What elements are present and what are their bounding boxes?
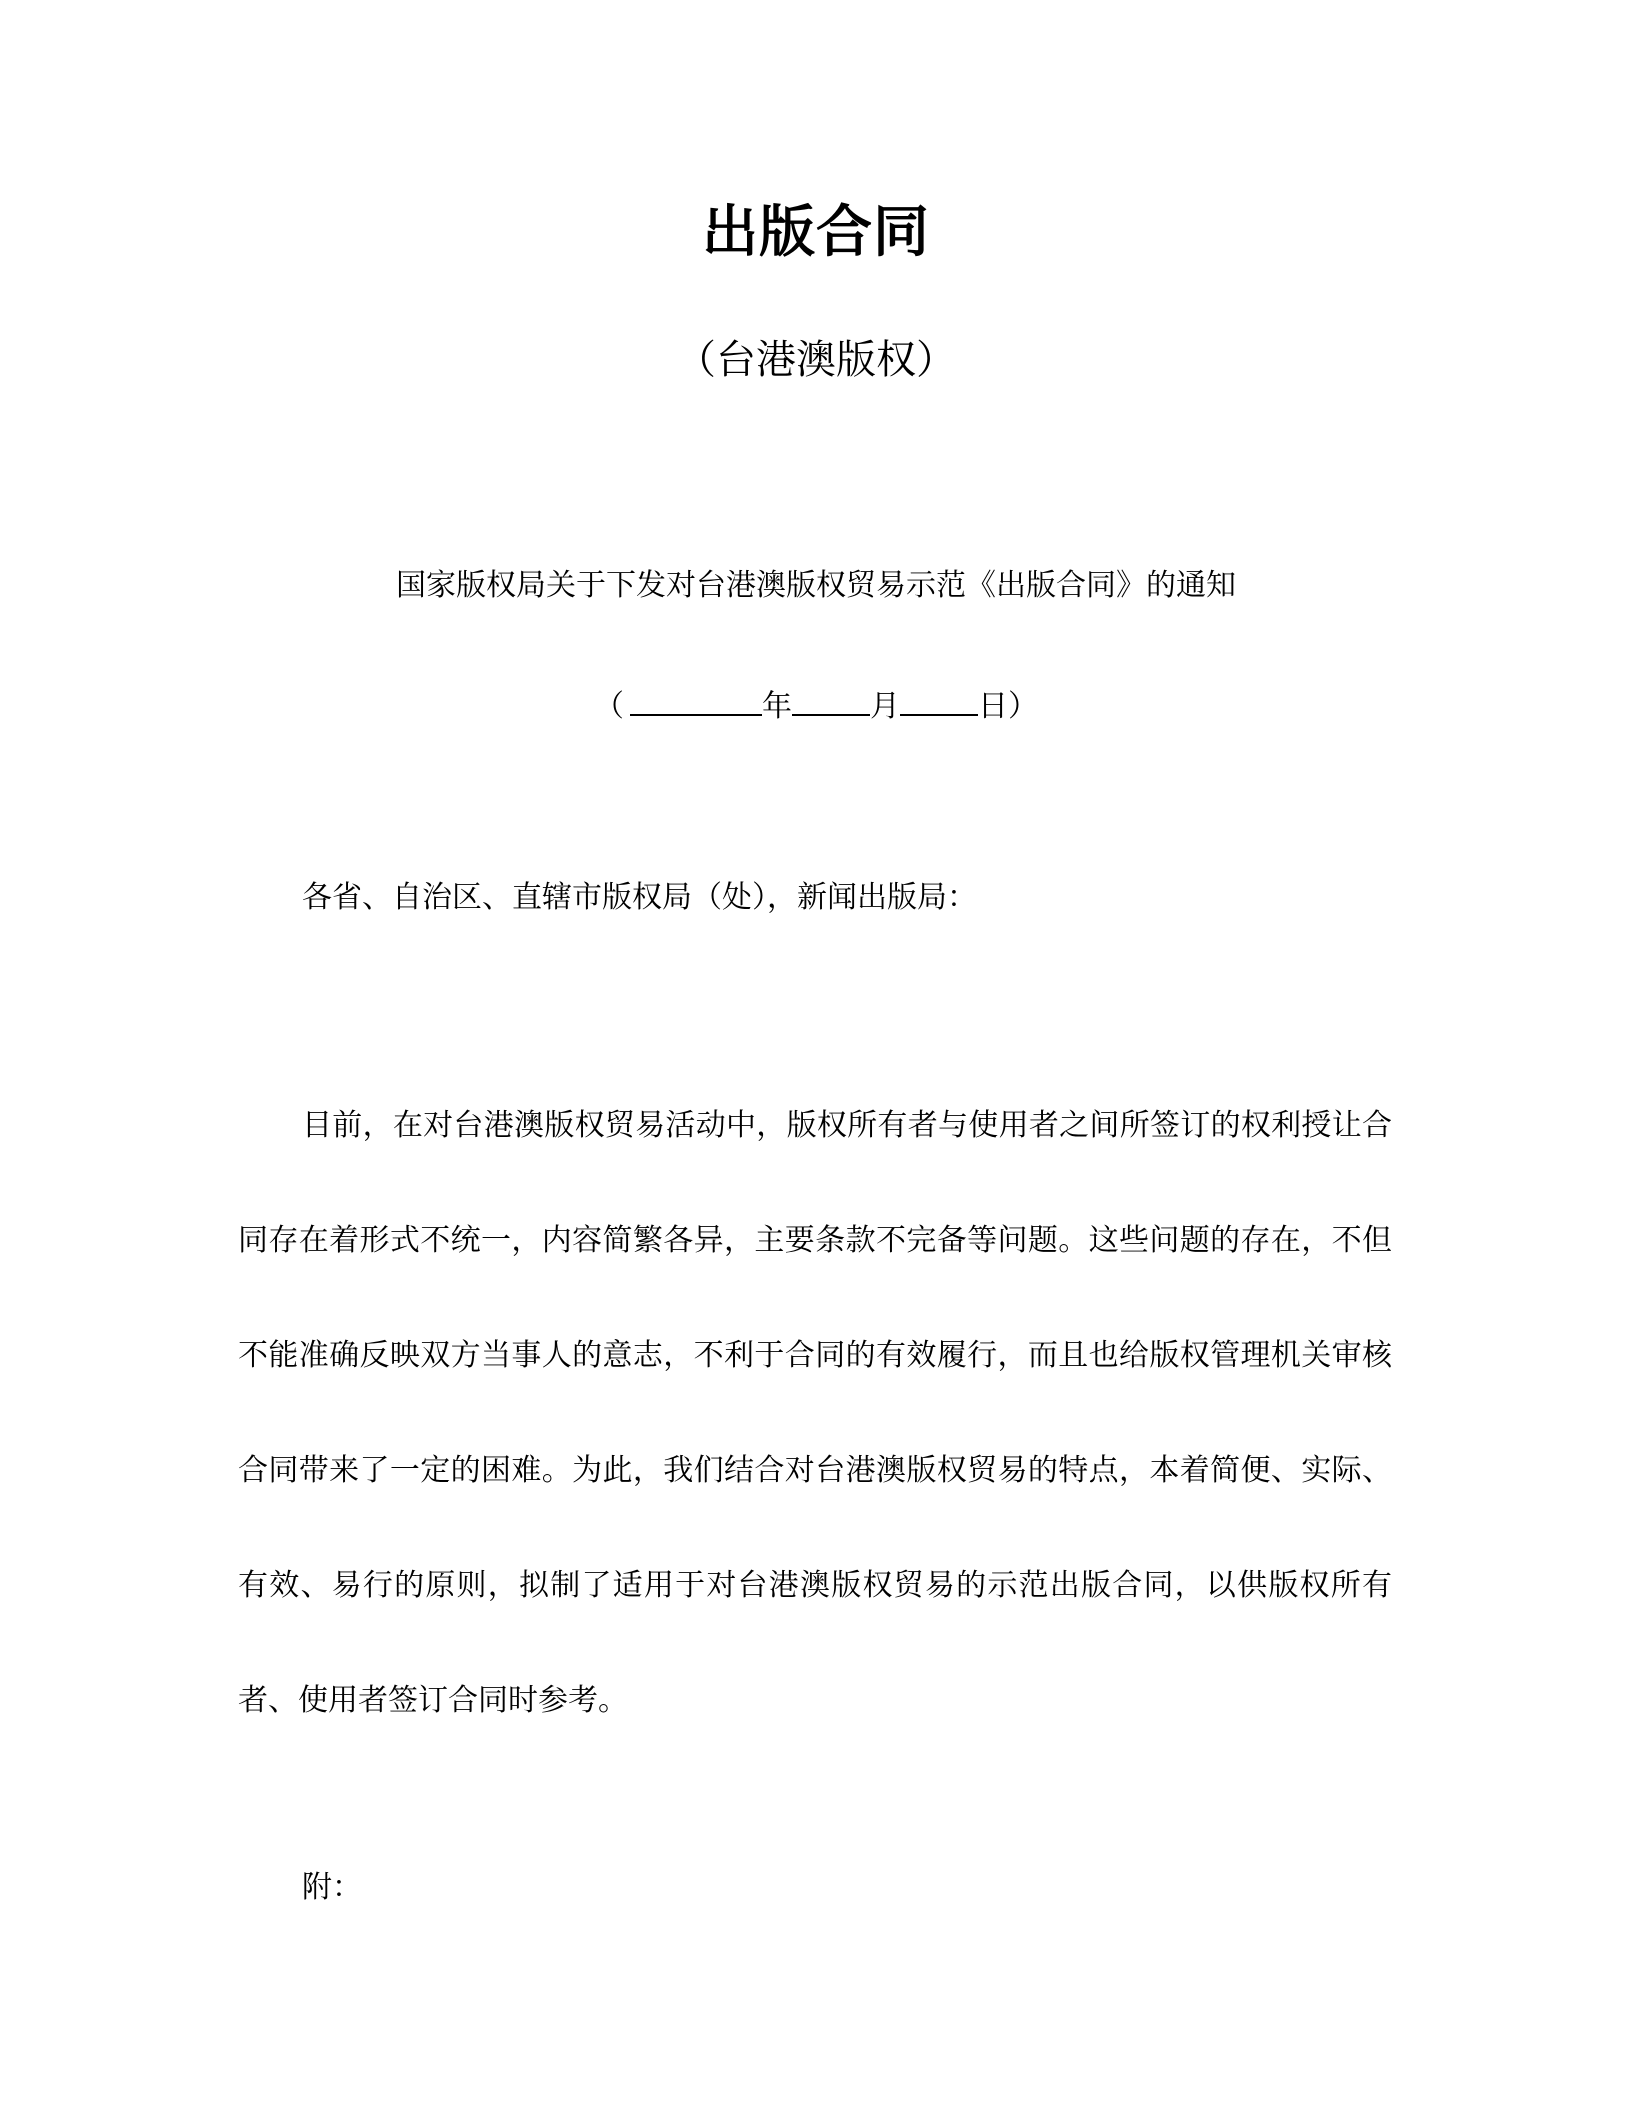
notice-title: 国家版权局关于下发对台港澳版权贸易示范《出版合同》的通知 — [396, 568, 1236, 603]
date-line — [0, 680, 1632, 729]
day-blank — [900, 680, 978, 716]
month-label: 月 — [870, 689, 900, 724]
salutation: 各省、自治区、直辖市版权局（处），新闻出版局： — [302, 880, 977, 915]
month-blank — [792, 680, 870, 716]
attachment-label: 附： — [302, 1870, 362, 1905]
date-open-paren: （ — [594, 689, 624, 724]
year-blank — [630, 680, 762, 716]
document-title: 出版合同 — [702, 200, 930, 265]
year-label: 年 — [762, 689, 792, 724]
day-label: 日） — [978, 689, 1038, 724]
body-paragraph: 目前，在对台港澳版权贸易活动中，版权所有者与使用者之间所签订的权利授让合同存在着形式不统一，内容简繁各异，主要条款不完备等问题。这些问题的存在，不但不能准确反映双方当事人的意志，不利于合同的有效履行，而且也给版权管理机关审核合同带来了一定的困难。为此，我们结合对台港澳版权贸易的特点，本着简便、实际、有效、易行的原则，拟制了适用于对台港澳版权贸易的示范出版合同，以供版权所有者、使用者签订合同时参考。 — [238, 1108, 1392, 1718]
document-subtitle: （台港澳版权） — [676, 337, 956, 383]
